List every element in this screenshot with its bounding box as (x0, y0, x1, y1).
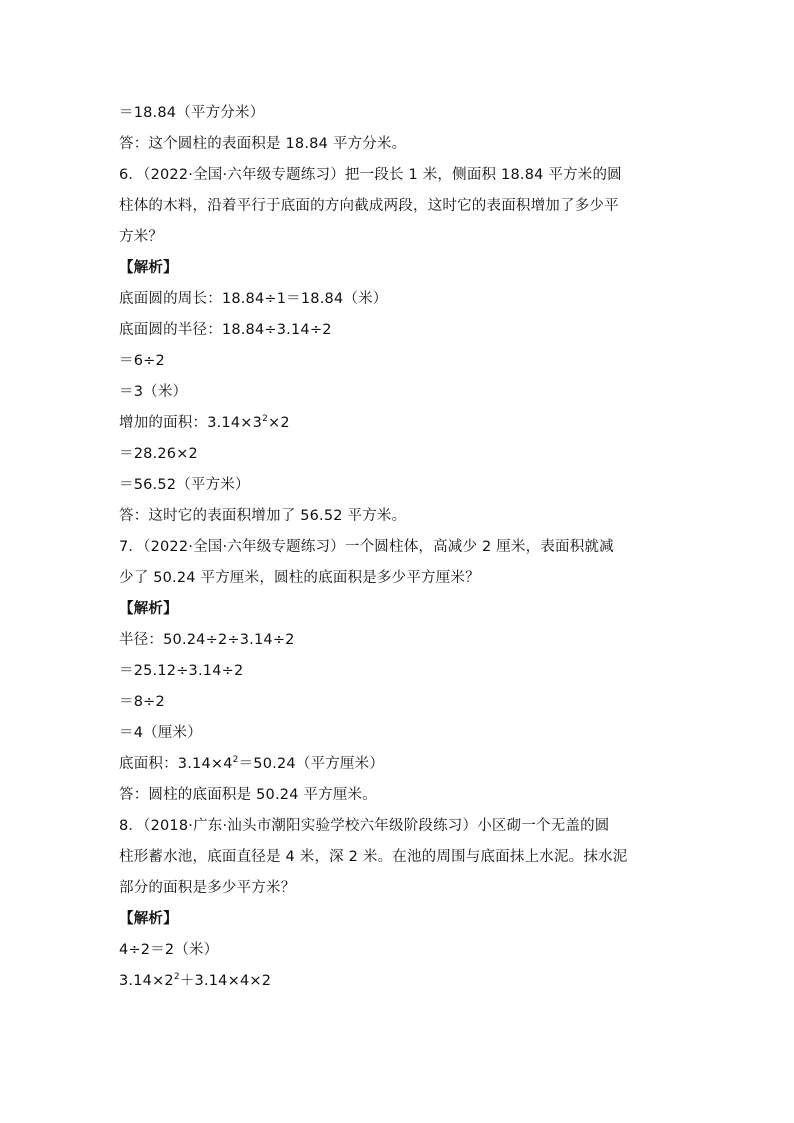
text-segment: ＝4（厘米） (119, 725, 202, 741)
text-line (119, 129, 679, 160)
text-segment: 答：这个圆柱的表面积是 18.84 平方分米。 (119, 136, 407, 152)
text-segment: 底面圆的周长：18.84÷1＝18.84（米） (119, 291, 388, 307)
section-heading-analysis (119, 253, 679, 284)
text-segment: ＝6÷2 (119, 353, 165, 369)
text-line (119, 191, 679, 222)
text-line (119, 377, 679, 408)
text-segment: ＝18.84（平方分米） (119, 105, 265, 121)
text-line (119, 532, 679, 563)
text-line (119, 811, 679, 842)
text-segment: 【解析】 (119, 260, 178, 276)
text-segment: 6．（2022·全国·六年级专题练习）把一段长 1 米，侧面积 18.84 平方米的圆 (119, 167, 622, 183)
text-line (119, 780, 679, 811)
text-line (119, 656, 679, 687)
text-segment: 7．（2022·全国·六年级专题练习）一个圆柱体，高减少 2 厘米，表面积就减 (119, 539, 614, 555)
text-segment: 柱体的木料，沿着平行于底面的方向截成两段，这时它的表面积增加了多少平 (119, 198, 619, 214)
superscript-exponent: 2 (173, 972, 180, 982)
text-segment: 8．（2018·广东·汕头市潮阳实验学校六年级阶段练习）小区砌一个无盖的圆 (119, 818, 610, 834)
text-segment: 【解析】 (119, 911, 178, 927)
text-segment: ＝56.52（平方米） (119, 477, 250, 493)
text-segment: 答：这时它的表面积增加了 56.52 平方米。 (119, 508, 407, 524)
text-line (119, 346, 679, 377)
text-line (119, 222, 679, 253)
text-segment: ×2 (268, 415, 290, 431)
text-line (119, 563, 679, 594)
text-segment: 柱形蓄水池，底面直径是 4 米，深 2 米。在池的周围与底面抹上水泥。抹水泥 (119, 849, 628, 865)
text-line (119, 315, 679, 346)
text-line (119, 439, 679, 470)
document-body (119, 98, 679, 997)
text-segment: 方米？ (119, 229, 164, 245)
text-segment: ＝3（米） (119, 384, 188, 400)
text-segment: 增加的面积：3.14×3 (119, 415, 263, 431)
text-line (119, 842, 679, 873)
text-line (119, 98, 679, 129)
text-segment: ＝25.12÷3.14÷2 (119, 663, 244, 679)
text-segment: 底面圆的半径：18.84÷3.14÷2 (119, 322, 332, 338)
text-line (119, 935, 679, 966)
text-segment: 答：圆柱的底面积是 50.24 平方厘米。 (119, 787, 377, 803)
text-line (119, 470, 679, 501)
text-line (119, 501, 679, 532)
text-segment: ＝28.26×2 (119, 446, 198, 462)
text-segment: ＝50.24（平方厘米） (238, 756, 385, 772)
superscript-exponent: 2 (232, 755, 239, 765)
text-segment: ＋3.14×4×2 (179, 973, 272, 989)
section-heading-analysis (119, 904, 679, 935)
text-line (119, 284, 679, 315)
text-line (119, 408, 679, 439)
text-line (119, 718, 679, 749)
text-segment: 【解析】 (119, 601, 178, 617)
text-line (119, 160, 679, 191)
superscript-exponent: 2 (262, 414, 268, 424)
text-segment: 部分的面积是多少平方米？ (119, 880, 296, 896)
text-segment: 3.14×2 (119, 973, 174, 989)
text-segment: 4÷2＝2（米） (119, 942, 219, 958)
text-line (119, 966, 679, 997)
section-heading-analysis (119, 594, 679, 625)
text-line (119, 687, 679, 718)
text-segment: 少了 50.24 平方厘米，圆柱的底面积是多少平方厘米？ (119, 570, 480, 586)
text-line (119, 873, 679, 904)
text-segment: 底面积：3.14×4 (119, 756, 233, 772)
text-segment: 半径：50.24÷2÷3.14÷2 (119, 632, 295, 648)
text-line (119, 625, 679, 656)
text-segment: ＝8÷2 (119, 694, 165, 710)
text-line (119, 749, 679, 780)
